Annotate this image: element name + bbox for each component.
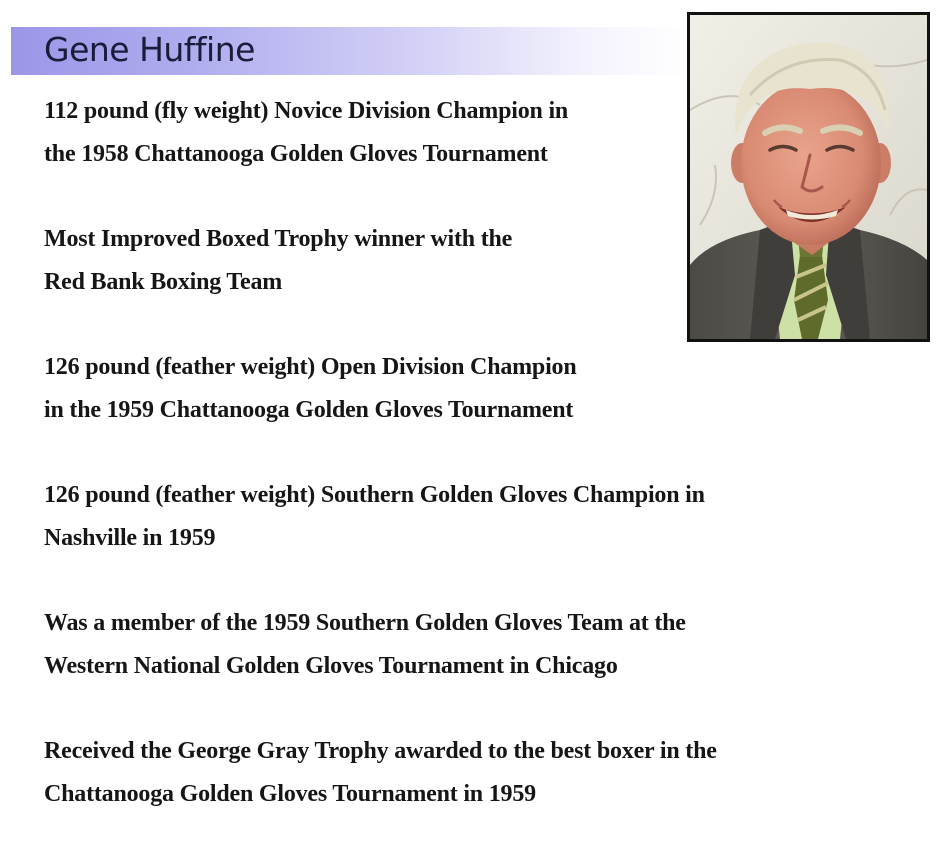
achievement-item [44,474,844,559]
achievement-item [44,730,844,815]
achievement-line: Most Improved Boxed Trophy winner with the [44,226,513,252]
achievement-list [44,90,844,858]
achievement-line: Was a member of the 1959 Southern Golden Gloves Team at the [44,610,686,636]
achievement-line: Received the George Gray Trophy awarded to the best boxer in the [44,738,717,764]
achievement-line: Western National Golden Gloves Tournament in Chicago [44,652,618,679]
achievement-item [44,90,844,175]
achievement-item [44,346,844,431]
achievement-line: Chattanooga Golden Gloves Tournament in 1959 [44,780,536,807]
achievement-line: the 1958 Chattanooga Golden Gloves Tournament [44,140,548,167]
achievement-line: Nashville in 1959 [44,524,216,551]
achievement-line: 126 pound (feather weight) Southern Golden Gloves Champion in [44,482,705,508]
achievement-item [44,602,844,687]
achievement-line: 112 pound (fly weight) Novice Division Champion in [44,98,569,124]
page-title: Gene Huffine [44,30,255,69]
title-band [11,27,691,75]
achievement-item [44,218,844,303]
achievement-line: 126 pound (feather weight) Open Division Champion [44,354,577,380]
achievement-line: in the 1959 Chattanooga Golden Gloves Tournament [44,396,574,423]
achievement-line: Red Bank Boxing Team [44,268,283,295]
